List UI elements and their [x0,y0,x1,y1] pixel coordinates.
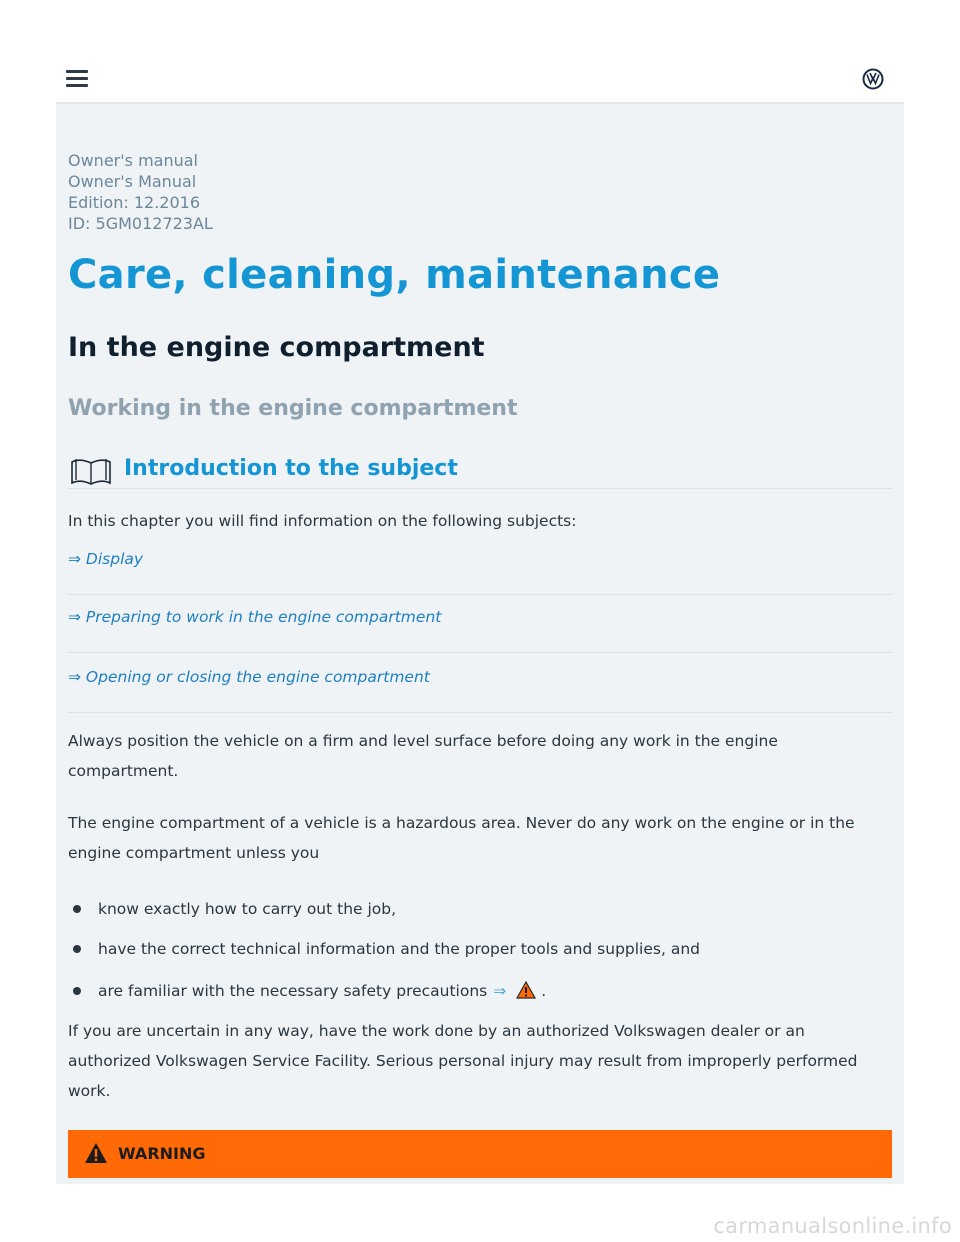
intro-text: In this chapter you will find information on the following subjects: [68,512,577,530]
warning-triangle-icon [84,1142,108,1164]
hamburger-menu-icon[interactable] [66,70,88,88]
bullet-item: have the correct technical information and the proper tools and supplies, and [98,940,700,958]
warning-reference-arrow[interactable]: ⇒ [493,982,507,1000]
intro-title: Introduction to the subject [124,456,458,481]
paragraph-uncertain [68,1016,888,1106]
subject-link-row [68,654,892,713]
meta-manual-title: Owner's manual [68,151,198,170]
warning-triangle-icon[interactable] [516,981,536,999]
paragraph-firm-surface [68,726,888,786]
section-title: In the engine compartment [68,332,485,363]
top-bar [56,56,904,104]
meta-manual-subtitle: Owner's Manual [68,172,197,191]
paragraph-line: work. [68,1082,111,1100]
subject-link-row [68,594,892,653]
paragraph-line: Always position the vehicle on a firm and level surface before doing any work in the engine [68,732,778,750]
paragraph-line: The engine compartment of a vehicle is a hazardous area. Never do any work on the engine or in the [68,814,855,832]
chapter-title: Care, cleaning, maintenance [68,252,721,298]
paragraph-line: authorized Volkswagen Service Facility. Serious personal injury may result from improperly performed [68,1052,858,1070]
bullet-text: are familiar with the necessary safety precautions [98,982,488,1000]
bullet-end: . [541,982,547,1000]
warning-box-header [68,1130,892,1178]
link-display[interactable]: ⇒ Display [68,550,144,568]
open-book-icon [70,458,112,486]
link-opening-closing[interactable]: ⇒ Opening or closing the engine compartment [68,668,430,686]
manual-page [56,104,904,1184]
watermark-text: carmanualsonline.info [713,1214,952,1238]
subsection-title: Working in the engine compartment [68,396,518,421]
document-meta [68,150,213,234]
meta-edition: Edition: 12.2016 [68,193,200,212]
paragraph-line: If you are uncertain in any way, have the work done by an authorized Volkswagen dealer or an [68,1022,805,1040]
meta-id: ID: 5GM012723AL [68,214,213,233]
intro-heading-row [68,452,892,489]
warning-label: WARNING [118,1144,206,1163]
bullet-item: know exactly how to carry out the job, [98,900,397,918]
subject-link-row [68,536,892,595]
bullet-item [98,980,546,1002]
vw-logo-icon[interactable] [862,68,884,90]
paragraph-hazardous-area [68,808,888,868]
link-preparing-to-work[interactable]: ⇒ Preparing to work in the engine compartment [68,608,442,626]
paragraph-line: compartment. [68,762,179,780]
paragraph-line: engine compartment unless you [68,844,320,862]
